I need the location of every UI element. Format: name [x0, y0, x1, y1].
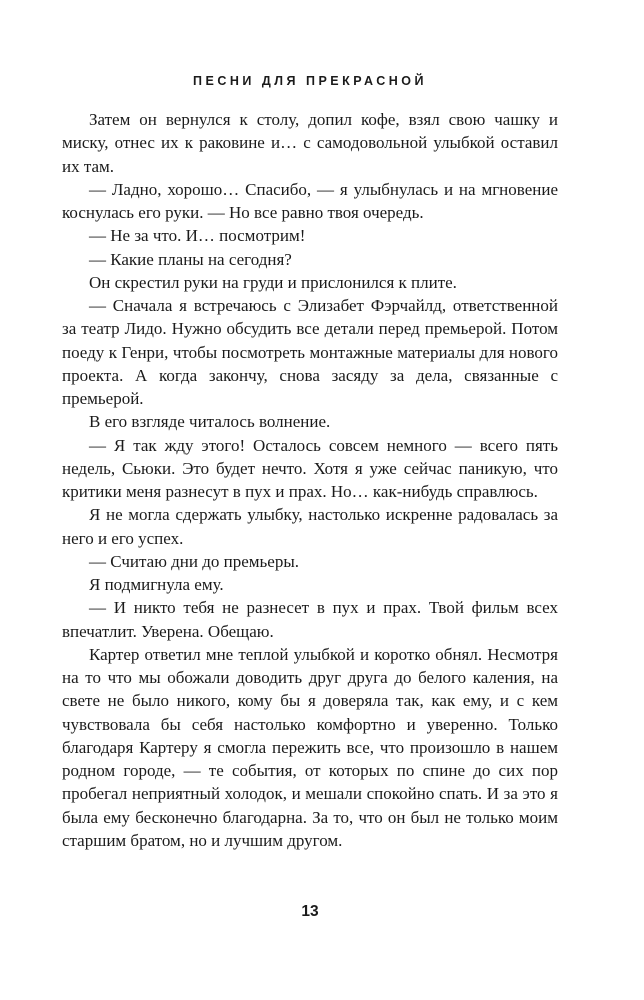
paragraph: Я подмигнула ему.	[89, 575, 224, 594]
paragraph: — Считаю дни до премьеры.	[89, 551, 300, 571]
paragraph: В его взгляде читалось волнение.	[89, 412, 331, 432]
paragraph: Затем он вернулся к столу, допил кофе, взял свою чашку и миску, отнес их к раковине и… с самодовольной улыбкой оставил их там.	[62, 110, 558, 176]
paragraph: — Я так жду этого! Осталось совсем немного — всего пять недель, Сьюки. Это будет нечто. Хотя я уже сейчас паникую, что критики меня разнесут в пух и прах. Но… как-нибудь справлюсь.	[62, 435, 558, 501]
paragraph: — Ладно, хорошо… Спасибо, — я улыбнулась и на мгновение коснулась его руки. — Но все равно твоя очередь.	[62, 179, 558, 222]
paragraph: — Не за что. И… посмотрим!	[89, 226, 306, 246]
paragraph: Я не могла сдержать улыбку, настолько искренне радовалась за него и его успех.	[62, 505, 558, 548]
paragraph: — Какие планы на сегодня?	[89, 249, 292, 269]
page-number: 13	[301, 903, 319, 920]
paragraph: — И никто тебя не разнесет в пух и прах. Твой фильм всех впечатлит. Уверена. Обещаю.	[62, 598, 558, 641]
paragraph: — Сначала я встречаюсь с Элизабет Фэрчайлд, ответственной за театр Лидо. Нужно обсудить все детали перед премьерой. Потом поеду к Генри, чтобы посмотреть монтажные материалы для нового проекта. А когда закончу, снова засяду за дела, связанные с премьерой.	[62, 296, 558, 408]
paragraph: Картер ответил мне теплой улыбкой и коротко обнял. Несмотря на то что мы обожали доводить друг друга до белого каления, на свете не было никого, кому бы я доверяла так, как ему, и с кем чувствовала бы себя настолько комфортно и уверенно. Только благодаря Картеру я смогла пережить все, что произошло в нашем родном городе, — те события, от которых по спине до сих пор пробегал неприятный холодок, и мешали спокойно спать. И за это я была ему бесконечно благодарна. За то, что он был не только моим старшим братом, но и лучшим другом.	[62, 644, 558, 850]
running-header: ПЕСНИ ДЛЯ ПРЕКРАСНОЙ	[193, 74, 427, 88]
text-block	[62, 108, 558, 852]
paragraph: Он скрестил руки на груди и прислонился к плите.	[89, 272, 457, 292]
